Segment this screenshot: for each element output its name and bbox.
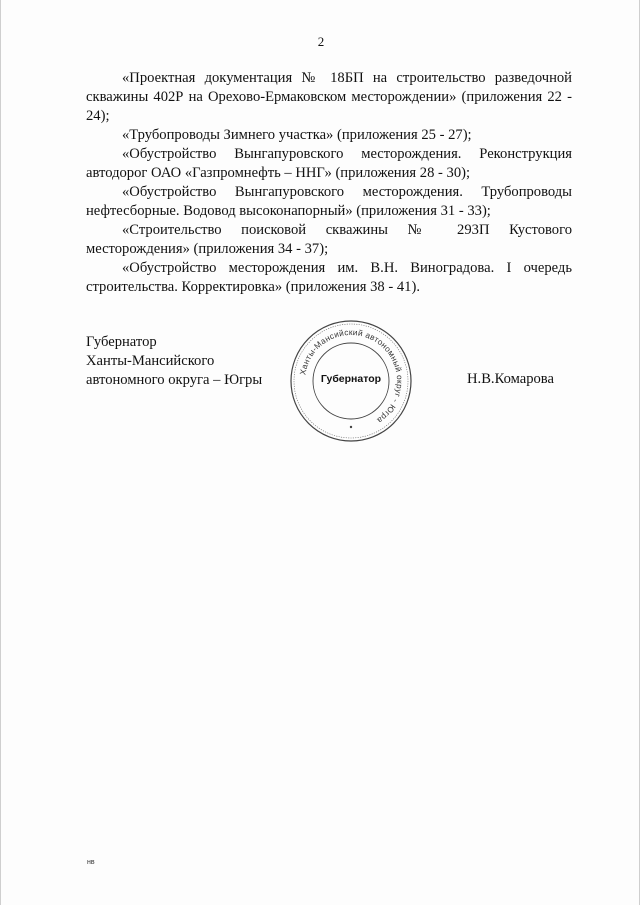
page-number: 2	[317, 34, 325, 49]
paragraph: «Строительство поисковой скважины № 293П Кустового месторождения» (приложения 34 - 37);	[86, 222, 572, 257]
paragraph: «Обустройство Вынгапуровского месторождения. Трубопроводы нефтесборные. Водовод высоконапорный» (приложения 31 - 33);	[86, 184, 572, 219]
seal-center-text: Губернатор	[320, 373, 382, 385]
paragraph: «Проектная документация № 18БП на строительство разведочной скважины 402Р на Орехово-Ермаковском месторождении» (приложения 22 - 24);	[86, 70, 572, 124]
seal-dot	[350, 426, 352, 428]
signatory-region-line2: автономного округа – Югры	[86, 372, 263, 388]
footer-code: нв	[87, 859, 95, 866]
body-text	[86, 69, 572, 297]
seal-ring-text: Ханты-Мансийский автономный округ - Югра	[298, 327, 405, 425]
official-seal	[289, 319, 413, 443]
paragraph: «Обустройство месторождения им. В.Н. Виноградова. I очередь строительства. Корректировка» (приложения 38 - 41).	[86, 260, 572, 295]
paragraph: «Обустройство Вынгапуровского месторождения. Реконструкция автодорог ОАО «Газпромнефть – ННГ» (приложения 28 - 30);	[86, 146, 572, 181]
paragraph: «Трубопроводы Зимнего участка» (приложения 25 - 27);	[122, 127, 472, 143]
signer-name: Н.В.Комарова	[467, 371, 554, 387]
signatory-region: Ханты-Мансийского	[86, 353, 215, 369]
signature-block	[86, 333, 286, 390]
signatory-title: Губернатор	[86, 334, 157, 350]
